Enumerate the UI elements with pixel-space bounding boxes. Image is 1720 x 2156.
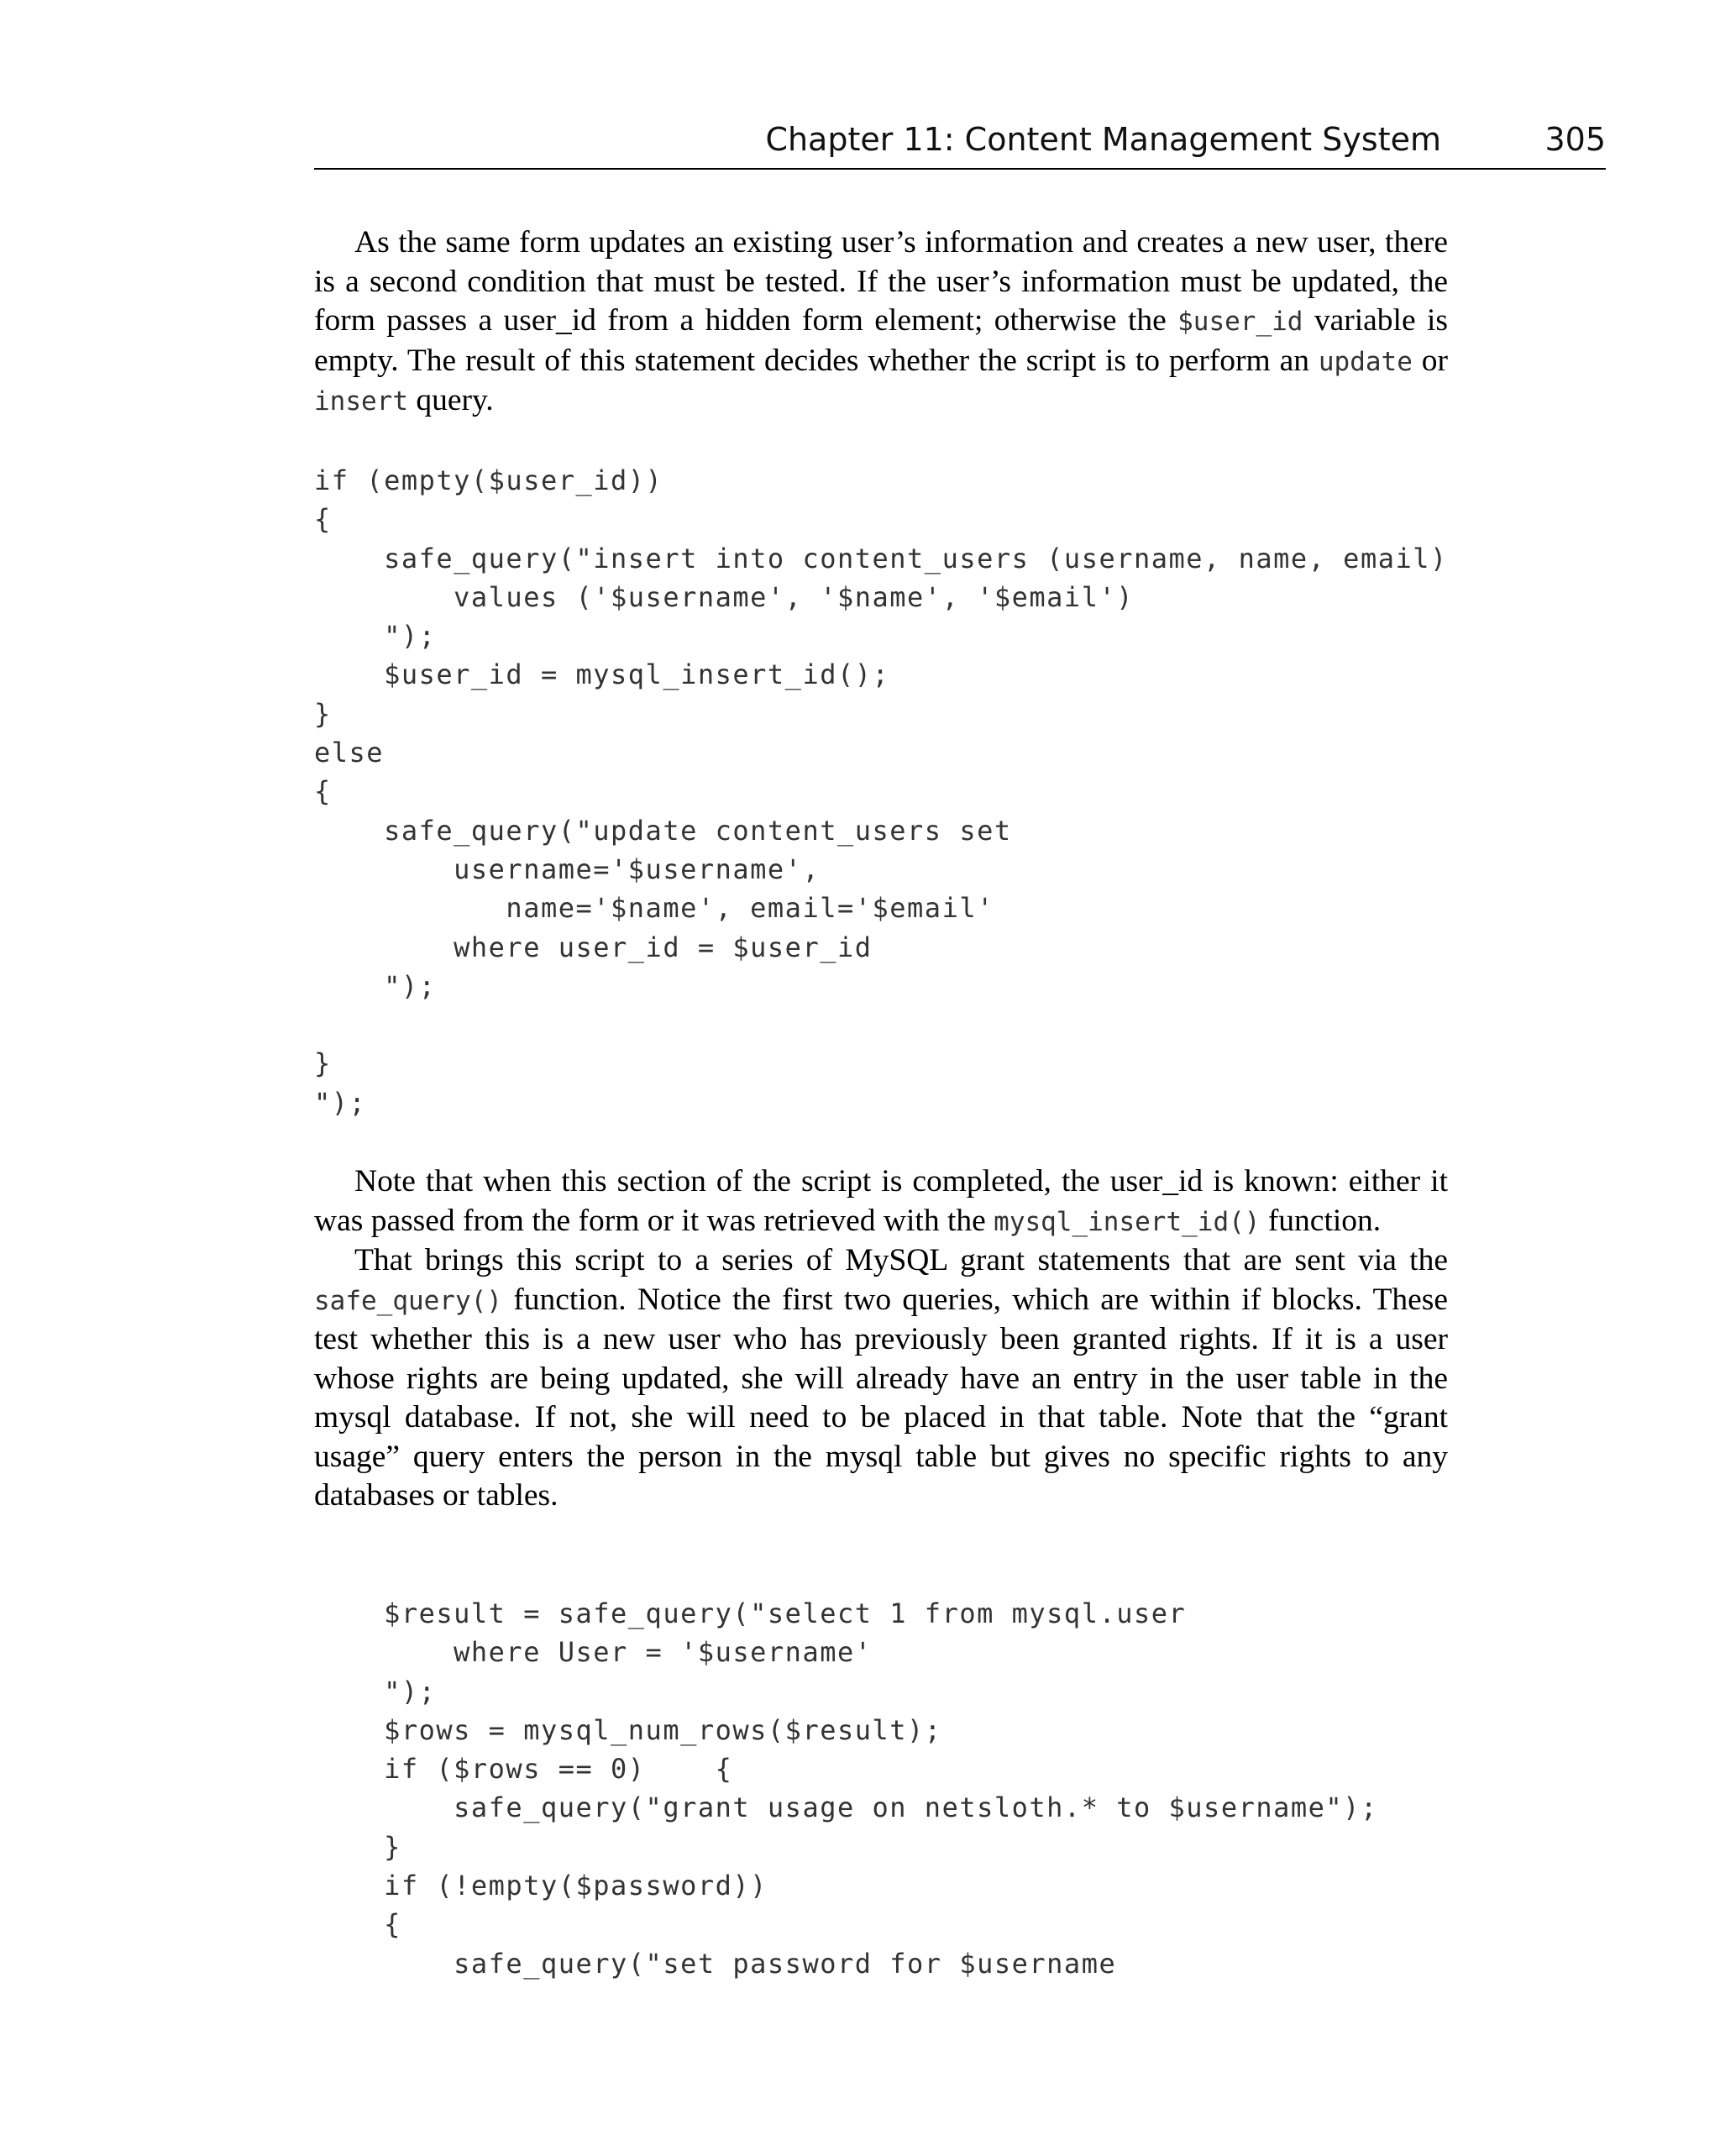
code-line: values ('$username', '$name', '$email') [314,580,1134,613]
inline-code-insert: insert [314,386,408,417]
code-line: safe_query("grant usage on netsloth.* to $username"); [314,1791,1378,1824]
code-line: if (empty($user_id)) [314,464,663,496]
code-line: { [314,775,332,808]
code-line: "); [314,1675,437,1707]
code-line: "); [314,620,437,653]
inline-code-user-id: $user_id [1177,307,1303,337]
code-line: name='$name', email='$email' [314,892,994,925]
inline-code-safe-query: safe_query() [314,1285,502,1316]
code-line: } [314,697,332,730]
chapter-title: Chapter 11: Content Management System [765,121,1441,158]
code-line: $rows = mysql_num_rows($result); [314,1713,942,1746]
page-number: 305 [1544,121,1606,158]
paragraph-form-condition [314,223,1448,422]
code-line: if (!empty($password)) [314,1870,768,1902]
code-line: else [314,737,385,769]
code-line: "); [314,969,437,1002]
running-head [314,114,1606,170]
code-line: { [314,1908,401,1941]
code-line: } [314,1830,401,1863]
paragraph-grant-statements: That brings this script to a series of MySQL grant statements that are sent via the safe_query() function. Notice the first two queries, which are within if blocks. These test whether this is a new user who has previously been granted rights. If it is a user whose rights are being updated, she will already have an entry in the user table in the mysql database. If not, she will need to be placed in that table. Note that the “grant usage” query enters the person in the mysql table but gives no specific rights to any databases or tables. [314,1243,1448,1513]
code-line: if ($rows == 0) { [314,1753,733,1786]
code-line: safe_query("insert into content_users (username, name, email) [314,542,1448,574]
code-line: $result = safe_query("select 1 from mysql.user [314,1597,1187,1629]
code-listing-grant [314,1594,1378,1983]
code-line: username='$username', [314,852,821,885]
code-listing-insert-update [314,461,1448,1122]
code-line: safe_query("update content_users set [314,814,1012,847]
inline-code-mysql-insert-id: mysql_insert_id() [994,1206,1261,1237]
paragraphs-grant-explanation [314,1162,1448,1516]
code-line: safe_query("set password for $username [314,1947,1117,1980]
code-line: { [314,503,332,536]
code-line: $user_id = mysql_insert_id(); [314,658,890,691]
code-line: } [314,1047,332,1080]
paragraph-text: As the same form updates an existing user’s information and creates a new user, there is a second condition that must be tested. If the user’s information must be updated, the form passes a user_id from a hidden form element; otherwise the $user_id variable is empty. The result of this statement decides whether the script is to perform an update or insert query. [314,225,1448,417]
code-line: where User = '$username' [314,1636,873,1669]
inline-code-update: update [1318,346,1413,377]
code-line: "); [314,1086,367,1119]
paragraph-user-id-known: Note that when this section of the script is completed, the user_id is known: either it was passed from the form or it was retrieved with the mysql_insert_id() function. [314,1164,1448,1238]
code-line: where user_id = $user_id [314,931,873,963]
